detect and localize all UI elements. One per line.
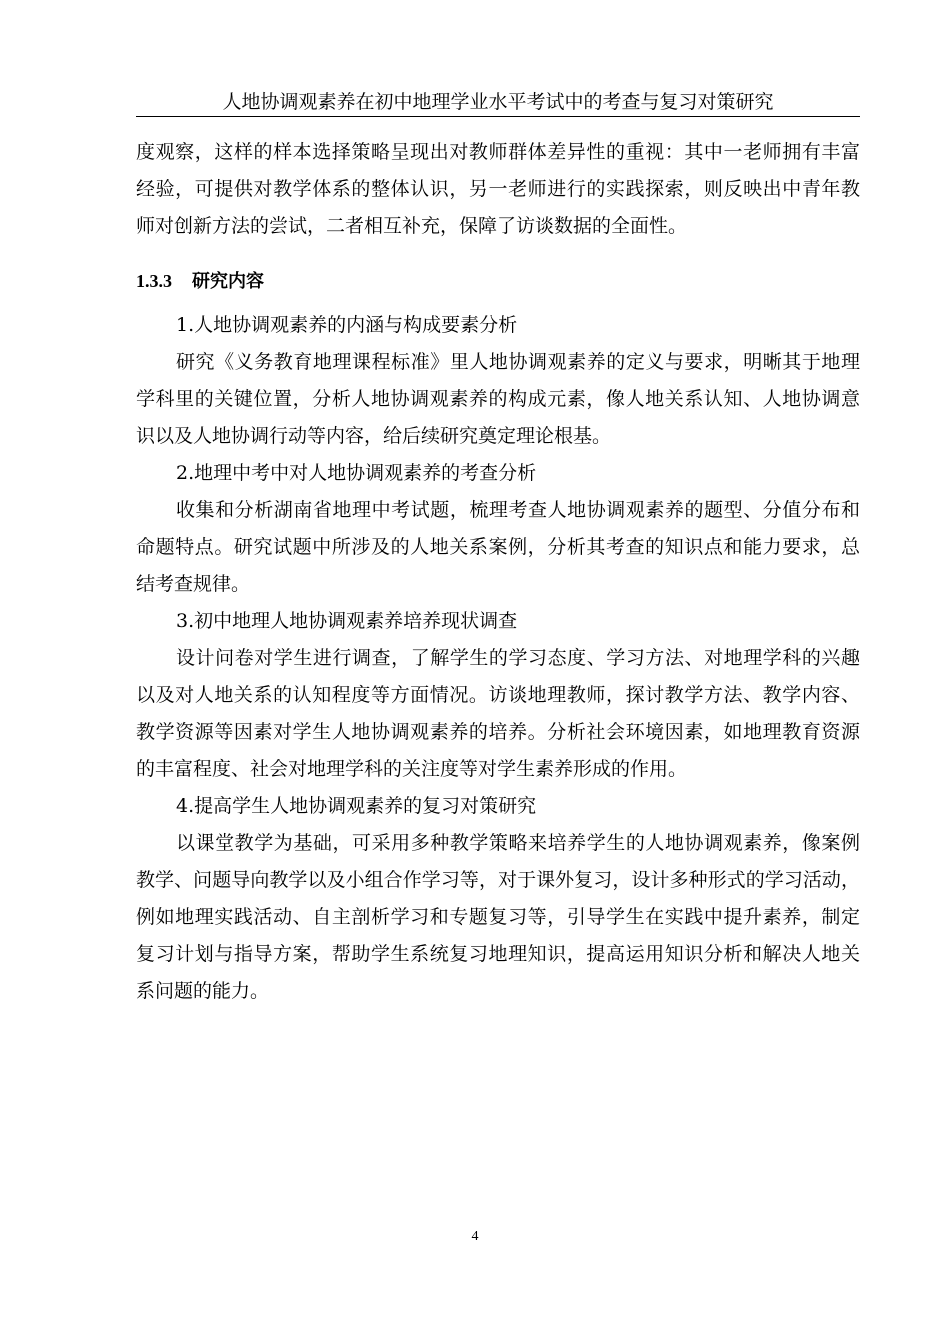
running-header-title: 人地协调观素养在初中地理学业水平考试中的考查与复习对策研究 bbox=[222, 91, 774, 113]
text-line: 教学、问题导向教学以及小组合作学习等，对于课外复习，设计多种形式的学习活动， bbox=[136, 869, 860, 891]
text-line: 学科里的关键位置，分析人地协调观素养的构成元素，像人地关系认知、人地协调意 bbox=[136, 388, 860, 410]
text-line: 复习计划与指导方案，帮助学生系统复习地理知识，提高运用知识分析和解决人地关 bbox=[136, 943, 860, 965]
section-heading bbox=[136, 268, 264, 295]
text-line: 识以及人地协调行动等内容，给后续研究奠定理论根基。 bbox=[136, 425, 612, 447]
text-line: 度观察，这样的样本选择策略呈现出对教师群体差异性的重视：其中一老师拥有丰富 bbox=[136, 141, 860, 163]
text-line: 设计问卷对学生进行调查，了解学生的学习态度、学习方法、对地理学科的兴趣 bbox=[176, 647, 860, 669]
page-number: 4 bbox=[471, 1229, 479, 1244]
section-title: 研究内容 bbox=[192, 271, 264, 292]
text-line: 的丰富程度、社会对地理学科的关注度等对学生素养形成的作用。 bbox=[136, 758, 688, 780]
text-line: 经验，可提供对教学体系的整体认识，另一老师进行的实践探索，则反映出中青年教 bbox=[136, 178, 860, 200]
header-divider bbox=[136, 116, 860, 117]
item-title: 3.初中地理人地协调观素养培养现状调查 bbox=[176, 610, 518, 632]
section-number: 1.3.3 bbox=[136, 271, 172, 291]
text-line: 例如地理实践活动、自主剖析学习和专题复习等，引导学生在实践中提升素养，制定 bbox=[136, 906, 860, 928]
text-line: 收集和分析湖南省地理中考试题，梳理考查人地协调观素养的题型、分值分布和 bbox=[176, 499, 860, 521]
text-line: 研究《义务教育地理课程标准》里人地协调观素养的定义与要求，明晰其于地理 bbox=[176, 351, 860, 373]
text-line: 师对创新方法的尝试，二者相互补充，保障了访谈数据的全面性。 bbox=[136, 215, 688, 237]
text-line: 教学资源等因素对学生人地协调观素养的培养。分析社会环境因素，如地理教育资源 bbox=[136, 721, 860, 743]
text-line: 以及对人地关系的认知程度等方面情况。访谈地理教师，探讨教学方法、教学内容、 bbox=[136, 684, 860, 706]
text-line: 结考查规律。 bbox=[136, 573, 251, 595]
item-title: 2.地理中考中对人地协调观素养的考查分析 bbox=[176, 462, 537, 484]
item-title: 1.人地协调观素养的内涵与构成要素分析 bbox=[176, 314, 518, 336]
item-title: 4.提高学生人地协调观素养的复习对策研究 bbox=[176, 795, 537, 817]
text-line: 以课堂教学为基础，可采用多种教学策略来培养学生的人地协调观素养，像案例 bbox=[176, 832, 860, 854]
text-line: 系问题的能力。 bbox=[136, 980, 270, 1002]
text-line: 命题特点。研究试题中所涉及的人地关系案例，分析其考查的知识点和能力要求，总 bbox=[136, 536, 860, 558]
